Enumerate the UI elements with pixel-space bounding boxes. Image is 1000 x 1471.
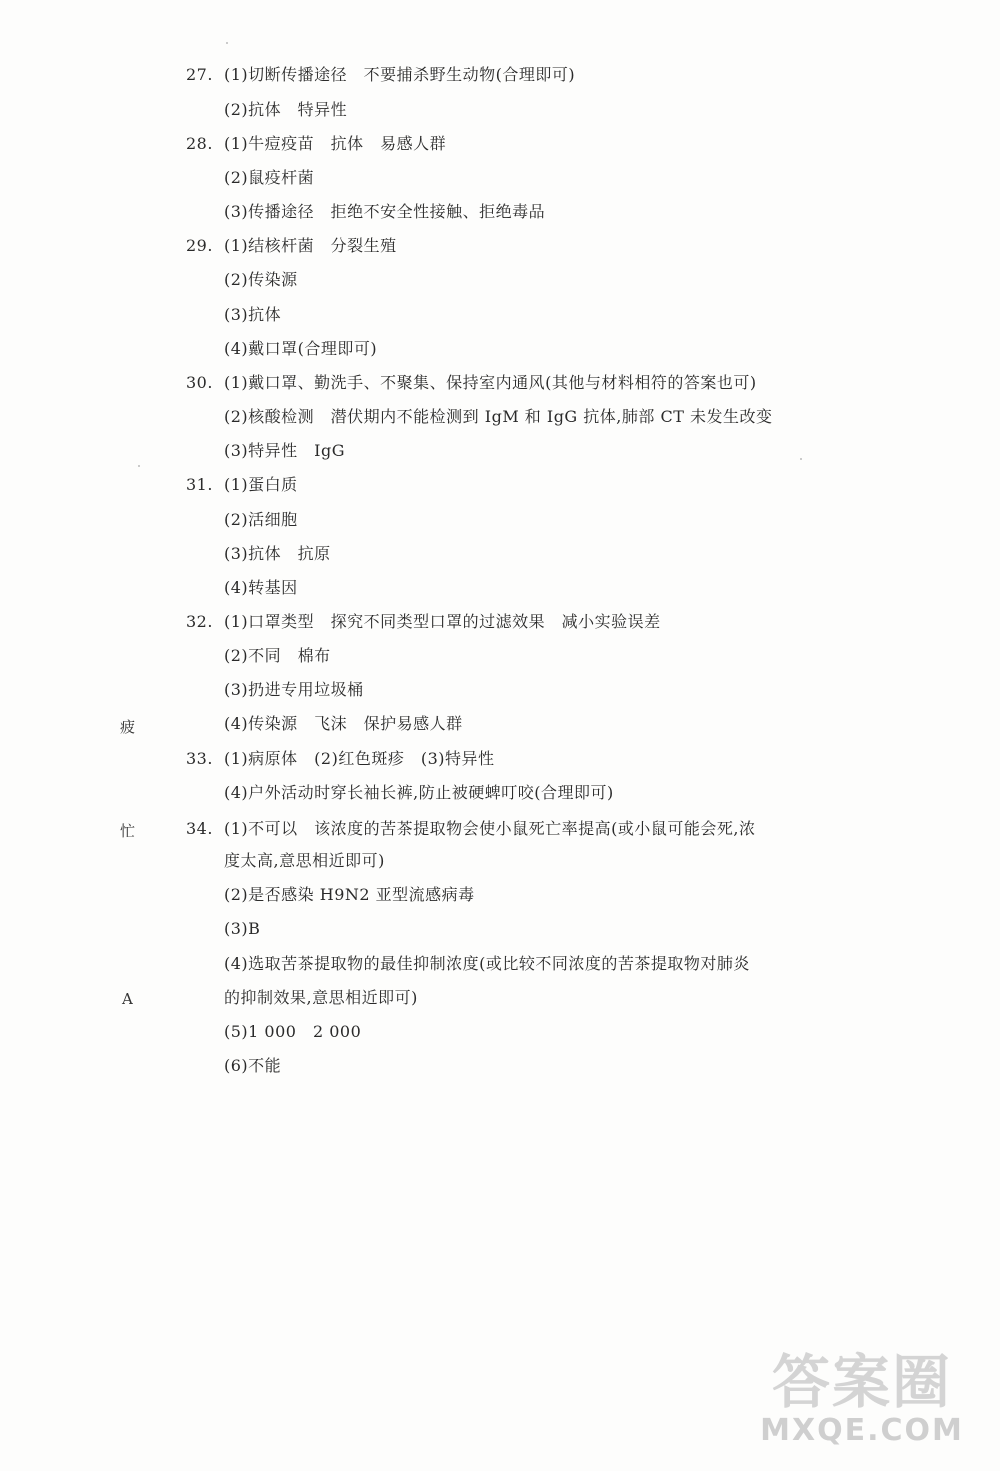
answer-line — [186, 372, 757, 394]
answer-line — [186, 474, 298, 496]
answer-line — [224, 577, 298, 599]
watermark-logo — [752, 1348, 972, 1461]
answer-text: (1)牛痘疫苗 抗体 易感人群 — [224, 134, 447, 153]
answer-text: (1)不可以 该浓度的苦茶提取物会使小鼠死亡率提高(或小鼠可能会死,浓 — [224, 819, 756, 838]
answer-line — [224, 338, 377, 360]
question-number: 32. — [186, 612, 213, 631]
answer-line — [224, 543, 331, 565]
answer-text: (2)是否感染 H9N2 亚型流感病毒 — [224, 885, 475, 904]
answer-text: (1)结核杆菌 分裂生殖 — [224, 236, 397, 255]
answer-line — [224, 406, 772, 428]
scan-speck — [226, 42, 228, 44]
answer-text: (6)不能 — [224, 1056, 282, 1075]
answer-line — [224, 884, 475, 906]
watermark-logo-text: 答案圈 — [771, 1348, 952, 1416]
watermark-domain-text: MXQE.COM — [760, 1413, 964, 1448]
answer-line — [224, 167, 314, 189]
answer-text: (3)特异性 IgG — [224, 441, 346, 460]
answer-line — [224, 509, 298, 531]
answer-text: (3)抗体 抗原 — [224, 544, 331, 563]
answer-text: (1)口罩类型 探究不同类型口罩的过滤效果 减小实验误差 — [224, 612, 661, 631]
answer-text: (5)1 000 2 000 — [224, 1022, 362, 1041]
answer-line — [186, 611, 661, 633]
answer-text: (4)戴口罩(合理即可) — [224, 339, 378, 358]
answer-text: (4)户外活动时穿长袖长裤,防止被硬蜱叮咬(合理即可) — [224, 783, 614, 802]
scan-speck — [800, 458, 802, 460]
question-number: 34. — [186, 819, 213, 838]
margin-char: A — [122, 990, 133, 1008]
answer-line — [224, 850, 385, 872]
question-number: 27. — [186, 65, 213, 84]
question-number: 28. — [186, 134, 213, 153]
answer-line — [224, 269, 298, 291]
answer-line — [224, 1055, 281, 1077]
answer-text: (2)抗体 特异性 — [224, 100, 348, 119]
answer-text: (1)病原体 (2)红色斑疹 (3)特异性 — [224, 749, 495, 768]
answer-text: (2)不同 棉布 — [224, 646, 331, 665]
answer-text: (4)选取苦茶提取物的最佳抑制浓度(或比较不同浓度的苦茶提取物对肺炎 — [224, 954, 750, 973]
answer-line — [186, 133, 446, 155]
answer-line — [224, 713, 463, 735]
answer-line — [224, 918, 260, 940]
answer-text: (1)戴口罩、勤洗手、不聚集、保持室内通风(其他与材料相符的答案也可) — [224, 373, 757, 392]
answer-line — [224, 99, 347, 121]
answer-text: (3)扔进专用垃圾桶 — [224, 680, 364, 699]
answer-text: (4)传染源 飞沫 保护易感人群 — [224, 714, 463, 733]
answer-text: (3)传播途径 拒绝不安全性接触、拒绝毒品 — [224, 202, 546, 221]
answer-line — [186, 748, 495, 770]
answer-text: (1)蛋白质 — [224, 475, 298, 494]
answer-line — [224, 953, 750, 975]
margin-char: 忙 — [120, 822, 136, 840]
answer-text: 度太高,意思相近即可) — [224, 851, 385, 870]
answer-line — [224, 1021, 361, 1043]
question-number: 29. — [186, 236, 213, 255]
question-number: 31. — [186, 475, 213, 494]
question-number: 30. — [186, 373, 213, 392]
answer-text: (3)抗体 — [224, 305, 282, 324]
answer-line — [224, 987, 418, 1009]
answer-text: (2)核酸检测 潜伏期内不能检测到 IgM 和 IgG 抗体,肺部 CT 未发生改变 — [224, 407, 773, 426]
answer-line — [224, 645, 331, 667]
answer-text: (1)切断传播途径 不要捕杀野生动物(合理即可) — [224, 65, 576, 84]
question-number: 33. — [186, 749, 213, 768]
answer-line — [224, 304, 281, 326]
answer-text: (2)鼠疫杆菌 — [224, 168, 315, 187]
answer-line — [224, 782, 614, 804]
answer-line — [186, 64, 575, 86]
answer-line — [186, 818, 756, 840]
scan-speck — [138, 465, 140, 467]
answer-text: (4)转基因 — [224, 578, 298, 597]
answer-line — [224, 440, 345, 462]
answer-text: (3)B — [224, 919, 261, 938]
answer-text: 的抑制效果,意思相近即可) — [224, 988, 418, 1007]
answer-line — [186, 235, 397, 257]
answer-text: (2)传染源 — [224, 270, 298, 289]
answer-text: (2)活细胞 — [224, 510, 298, 529]
answer-line — [224, 201, 545, 223]
answer-line — [224, 679, 364, 701]
margin-char: 疲 — [120, 718, 136, 736]
